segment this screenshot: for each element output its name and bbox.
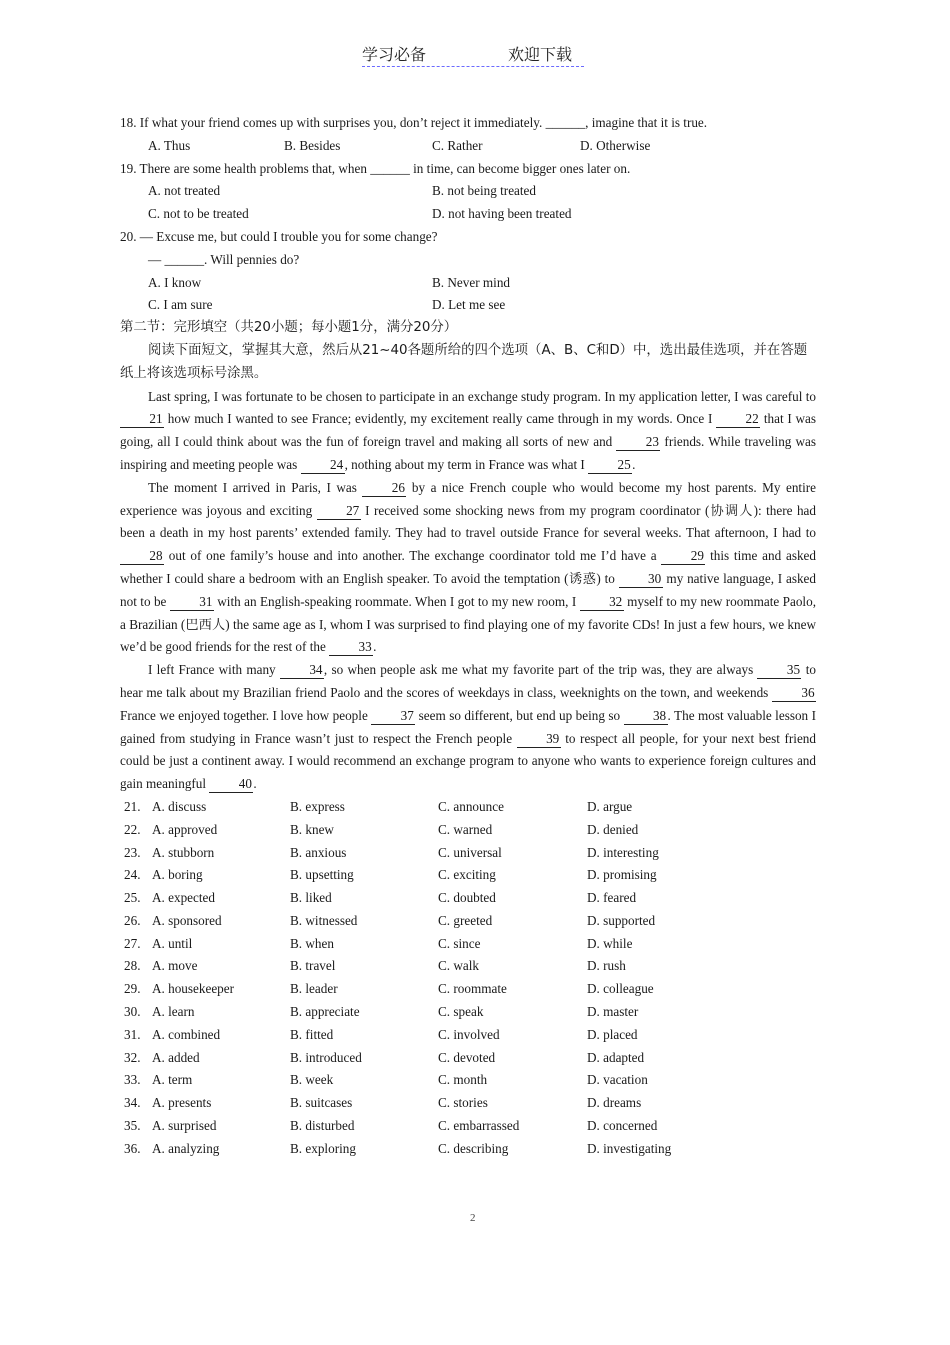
answer-option: A. not treated [148, 183, 221, 199]
cloze-option-row [120, 955, 816, 978]
cloze-option-d: D. concerned [587, 1118, 658, 1134]
passage-text: how much I wanted to see France; evidently, my excitement really came through in my words. Once I [164, 411, 717, 427]
passage-text: to respect all people, for your next best friend could be just a continent away. I would recommend an exchange program to anyone who wants to experience foreign cultures and gain meaningful [120, 730, 816, 792]
cloze-option-a: A. learn [152, 1004, 195, 1020]
blank-number: 33 [329, 639, 373, 656]
blank-number: 26 [362, 480, 406, 497]
cloze-option-b: B. express [290, 798, 345, 814]
item-number: 27. [124, 935, 141, 951]
cloze-option-a: A. surprised [152, 1118, 217, 1134]
passage-paragraph [120, 659, 816, 796]
answer-option: D. Let me see [432, 297, 506, 313]
answer-option: D. Otherwise [580, 137, 651, 153]
cloze-option-b: B. suitcases [290, 1095, 353, 1111]
cloze-option-row [120, 887, 816, 910]
cloze-option-d: D. placed [587, 1026, 638, 1042]
item-number: 21. [124, 798, 141, 814]
answer-option: C. Rather [432, 137, 483, 153]
cloze-option-d: D. colleague [587, 981, 654, 997]
item-number: 36. [124, 1140, 141, 1156]
blank-number: 39 [517, 731, 561, 748]
cloze-option-a: A. combined [152, 1026, 221, 1042]
item-number: 23. [124, 844, 141, 860]
cloze-option-a: A. term [152, 1072, 193, 1088]
cloze-option-b: B. knew [290, 821, 334, 837]
passage-text: I received some shocking news from my program coordinator (协调人): there had been a death in my host parents’ extended family. They had to travel outside France for several weeks. That afternoon, I had to [120, 502, 816, 541]
cloze-option-b: B. exploring [290, 1140, 356, 1156]
answer-option: B. Besides [284, 137, 341, 153]
passage-text: friends. While traveling was inspiring and meeting people was [120, 434, 816, 472]
cloze-option-row [120, 1092, 816, 1115]
cloze-option-d: D. adapted [587, 1049, 645, 1065]
cloze-option-a: A. boring [152, 867, 203, 883]
item-number: 34. [124, 1095, 141, 1111]
cloze-passage [120, 386, 816, 796]
answer-option: C. not to be treated [148, 206, 249, 222]
blank-number: 28 [120, 548, 164, 565]
passage-text: seem so different, but end up being so [415, 707, 624, 723]
section-instruction: 阅读下面短文，掌握其大意，然后从21~40各题所给的四个选项（A、B、C和D）中，选出最佳选项，并在答题纸上将该选项标号涂黑。 [120, 342, 808, 381]
item-number: 26. [124, 912, 141, 928]
cloze-option-b: B. introduced [290, 1049, 362, 1065]
passage-text: . The most valuable lesson I gained from studying in France wasn’t just to respect the French people [120, 707, 816, 746]
cloze-option-c: C. exciting [438, 867, 496, 883]
item-number: 32. [124, 1049, 141, 1065]
cloze-option-b: B. week [290, 1072, 334, 1088]
passage-text: out of one family’s house and into another. The exchange coordinator told me I’d have a [164, 548, 662, 564]
cloze-option-b: B. anxious [290, 844, 347, 860]
options-row [120, 294, 816, 317]
cloze-option-d: D. promising [587, 867, 657, 883]
blank-number: 23 [616, 434, 660, 451]
cloze-option-row [120, 1069, 816, 1092]
cloze-option-a: A. analyzing [152, 1140, 220, 1156]
cloze-option-b: B. travel [290, 958, 336, 974]
passage-paragraph [120, 477, 816, 659]
cloze-option-b: B. liked [290, 890, 332, 906]
item-number: 33. [124, 1072, 141, 1088]
item-number: 30. [124, 1004, 141, 1020]
cloze-option-a: A. move [152, 958, 198, 974]
cloze-option-b: B. upsetting [290, 867, 354, 883]
cloze-option-a: A. sponsored [152, 912, 222, 928]
cloze-option-a: A. added [152, 1049, 200, 1065]
cloze-option-d: D. while [587, 935, 633, 951]
blank-number: 30 [619, 571, 663, 588]
cloze-option-d: D. supported [587, 912, 656, 928]
passage-text: myself to my new roommate Paolo, a Brazilian (巴西人) the same age as I, whom I was surprised to find playing one of my favorite CDs! In just a few hours, we knew we’d be good friends for the rest of the [120, 593, 816, 655]
cloze-option-a: A. presents [152, 1095, 212, 1111]
cloze-option-c: C. since [438, 935, 481, 951]
cloze-option-row [120, 978, 816, 1001]
section-title: 第二节：完形填空（共20小题；每小题1分，满分20分） [120, 320, 458, 336]
cloze-option-d: D. denied [587, 821, 639, 837]
cloze-options [120, 796, 816, 1161]
passage-text: I left France with many [148, 662, 280, 678]
cloze-option-c: C. announce [438, 798, 504, 814]
cloze-option-c: C. month [438, 1072, 488, 1088]
cloze-option-a: A. approved [152, 821, 218, 837]
blank-number: 37 [371, 708, 415, 725]
blank-number: 31 [170, 594, 214, 611]
cloze-option-c: C. universal [438, 844, 502, 860]
passage-text: The moment I arrived in Paris, I was [148, 479, 363, 495]
question-stem: 19. There are some health problems that, when ______ in time, can become bigger ones later on. [120, 160, 631, 176]
multiple-choice-questions [120, 112, 816, 317]
cloze-option-c: C. warned [438, 821, 493, 837]
cloze-option-c: C. speak [438, 1004, 484, 1020]
question-stem-line2: — ______. Will pennies do? [148, 251, 300, 267]
cloze-option-c: C. devoted [438, 1049, 496, 1065]
passage-text: Last spring, I was fortunate to be chosen to participate in an exchange study program. In my application letter, I was careful to [148, 388, 816, 404]
cloze-option-b: B. when [290, 935, 334, 951]
page-number: 2 [470, 1212, 476, 1224]
cloze-option-row [120, 796, 816, 819]
passage-text: my native language, I asked not to be [120, 570, 816, 609]
passage-text: . [253, 776, 257, 792]
cloze-option-c: C. describing [438, 1140, 509, 1156]
answer-option: D. not having been treated [432, 206, 572, 222]
blank-number: 34 [280, 662, 324, 679]
options-row [120, 203, 816, 226]
blank-number: 35 [757, 662, 801, 679]
cloze-option-a: A. expected [152, 890, 215, 906]
cloze-option-d: D. investigating [587, 1140, 672, 1156]
cloze-option-row [120, 1047, 816, 1070]
blank-number: 21 [120, 411, 164, 428]
blank-number: 29 [661, 548, 705, 565]
cloze-option-row [120, 1001, 816, 1024]
cloze-option-c: C. walk [438, 958, 480, 974]
cloze-option-d: D. feared [587, 890, 637, 906]
cloze-option-d: D. vacation [587, 1072, 648, 1088]
item-number: 31. [124, 1026, 141, 1042]
answer-option: B. not being treated [432, 183, 537, 199]
passage-text: with an English-speaking roommate. When I got to my new room, I [213, 593, 580, 609]
passage-text: . [632, 456, 636, 472]
cloze-option-a: A. discuss [152, 798, 207, 814]
passage-text: by a nice French couple who would become my host parents. My entire experience was joyous and exciting [120, 479, 816, 518]
blank-number: 24 [301, 457, 345, 474]
cloze-option-d: D. interesting [587, 844, 659, 860]
item-number: 25. [124, 890, 141, 906]
answer-option: A. Thus [148, 137, 191, 153]
page-content [120, 112, 816, 1161]
cloze-option-d: D. argue [587, 798, 633, 814]
item-number: 24. [124, 867, 141, 883]
blank-number: 36 [772, 685, 816, 702]
cloze-option-d: D. master [587, 1004, 639, 1020]
item-number: 22. [124, 821, 141, 837]
cloze-option-d: D. rush [587, 958, 626, 974]
cloze-option-b: B. leader [290, 981, 338, 997]
blank-number: 22 [716, 411, 760, 428]
item-number: 28. [124, 958, 141, 974]
cloze-option-b: B. fitted [290, 1026, 334, 1042]
answer-option: B. Never mind [432, 274, 511, 290]
options-row [120, 180, 816, 203]
cloze-option-c: C. stories [438, 1095, 488, 1111]
cloze-option-row [120, 864, 816, 887]
header-right-text: 欢迎下载 [508, 45, 573, 64]
passage-text: that I was going, all I could think about was the fun of foreign travel and making all sorts of new and [120, 411, 816, 450]
cloze-option-row [120, 1115, 816, 1138]
passage-text: . [373, 639, 377, 655]
cloze-option-row [120, 933, 816, 956]
cloze-option-d: D. dreams [587, 1095, 642, 1111]
passage-text: France we enjoyed together. I love how people [120, 707, 372, 723]
blank-number: 25 [588, 457, 632, 474]
blank-number: 40 [209, 776, 253, 793]
cloze-option-row [120, 842, 816, 865]
question-stem: 20. — Excuse me, but could I trouble you for some change? [120, 228, 438, 244]
header-left-text: 学习必备 [362, 45, 427, 64]
cloze-option-b: B. witnessed [290, 912, 358, 928]
blank-number: 38 [624, 708, 668, 725]
options-row [120, 272, 816, 295]
blank-number: 32 [580, 594, 624, 611]
answer-option: A. I know [148, 274, 202, 290]
cloze-option-a: A. housekeeper [152, 981, 235, 997]
cloze-option-row [120, 910, 816, 933]
passage-text: , nothing about my term in France was what I [344, 456, 589, 472]
options-row [120, 135, 816, 158]
passage-paragraph [120, 386, 816, 477]
cloze-option-row [120, 819, 816, 842]
cloze-option-c: C. roommate [438, 981, 507, 997]
cloze-option-row [120, 1138, 816, 1161]
cloze-option-a: A. until [152, 935, 193, 951]
question-stem: 18. If what your friend comes up with surprises you, don’t reject it immediately. ______, imagine that it is true. [120, 115, 708, 130]
cloze-option-a: A. stubborn [152, 844, 215, 860]
cloze-option-c: C. embarrassed [438, 1118, 520, 1134]
cloze-option-c: C. doubted [438, 890, 496, 906]
blank-number: 27 [317, 503, 361, 520]
item-number: 35. [124, 1118, 141, 1134]
item-number: 29. [124, 981, 141, 997]
passage-text: to hear me talk about my Brazilian friend Paolo and the scores of weekdays in class, weeknights on the town, and weekends [120, 662, 817, 700]
page-header [362, 40, 584, 67]
cloze-option-row [120, 1024, 816, 1047]
passage-text: this time and asked whether I could share a bedroom with an English speaker. To avoid the temptation (诱惑) to [120, 548, 816, 586]
cloze-option-b: B. appreciate [290, 1004, 360, 1020]
cloze-option-b: B. disturbed [290, 1118, 355, 1134]
answer-option: C. I am sure [148, 297, 213, 313]
cloze-option-c: C. involved [438, 1026, 500, 1042]
cloze-option-c: C. greeted [438, 912, 493, 928]
passage-text: , so when people ask me what my favorite part of the trip was, they are always [323, 662, 758, 678]
